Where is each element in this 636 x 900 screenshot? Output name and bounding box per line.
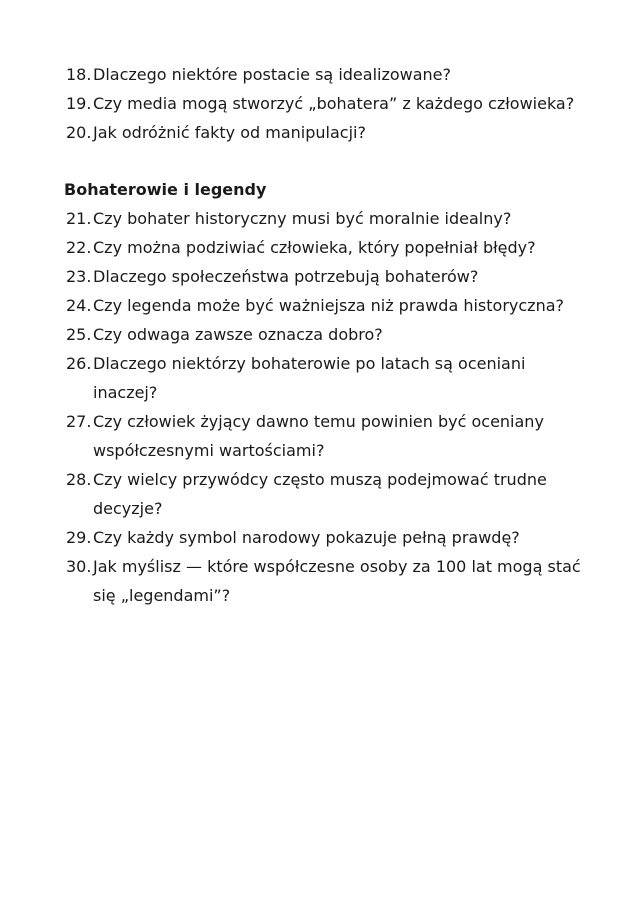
question-number: 21. [66,209,92,228]
question-number: 18. [66,65,92,84]
question-item [66,204,586,233]
section-heading: Bohaterowie i legendy [64,180,267,199]
question-item [66,349,586,407]
question-number: 26. [66,354,92,373]
question-item [66,60,586,89]
question-text: Czy każdy symbol narodowy pokazuje pełną prawdę? [93,528,520,547]
question-text: Czy media mogą stworzyć „bohatera” z każdego człowieka? [93,94,575,113]
question-item [66,407,586,465]
question-text: Czy bohater historyczny musi być moralnie idealny? [93,209,512,228]
question-text: Czy odwaga zawsze oznacza dobro? [93,325,383,344]
question-text: Jak odróżnić fakty od manipulacji? [93,123,366,142]
question-text: Czy wielcy przywódcy często muszą podejmować trudne decyzje? [93,470,547,518]
question-item [66,118,586,147]
question-text: Dlaczego niektóre postacie są idealizowane? [93,65,452,84]
question-number: 28. [66,470,92,489]
question-item [66,523,586,552]
question-item [66,465,586,523]
question-text: Dlaczego niektórzy bohaterowie po latach są oceniani inaczej? [93,354,526,402]
question-text: Czy można podziwiać człowieka, który popełniał błędy? [93,238,536,257]
question-text: Czy legenda może być ważniejsza niż prawda historyczna? [93,296,565,315]
question-item [66,233,586,262]
question-number: 27. [66,412,92,431]
question-item [66,320,586,349]
question-item [66,89,586,118]
question-text: Czy człowiek żyjący dawno temu powinien być oceniany współczesnymi wartościami? [93,412,544,460]
question-list-1 [66,60,586,147]
question-number: 29. [66,528,92,547]
question-number: 30. [66,557,92,576]
question-text: Jak myślisz — które współczesne osoby za 100 lat mogą stać się „legendami”? [93,557,581,605]
question-list-2 [66,204,586,610]
question-number: 25. [66,325,92,344]
question-number: 22. [66,238,92,257]
question-item [66,291,586,320]
question-number: 24. [66,296,92,315]
question-item [66,262,586,291]
question-item [66,552,586,610]
question-text: Dlaczego społeczeństwa potrzebują bohaterów? [93,267,479,286]
question-number: 23. [66,267,92,286]
question-number: 20. [66,123,92,142]
question-number: 19. [66,94,92,113]
